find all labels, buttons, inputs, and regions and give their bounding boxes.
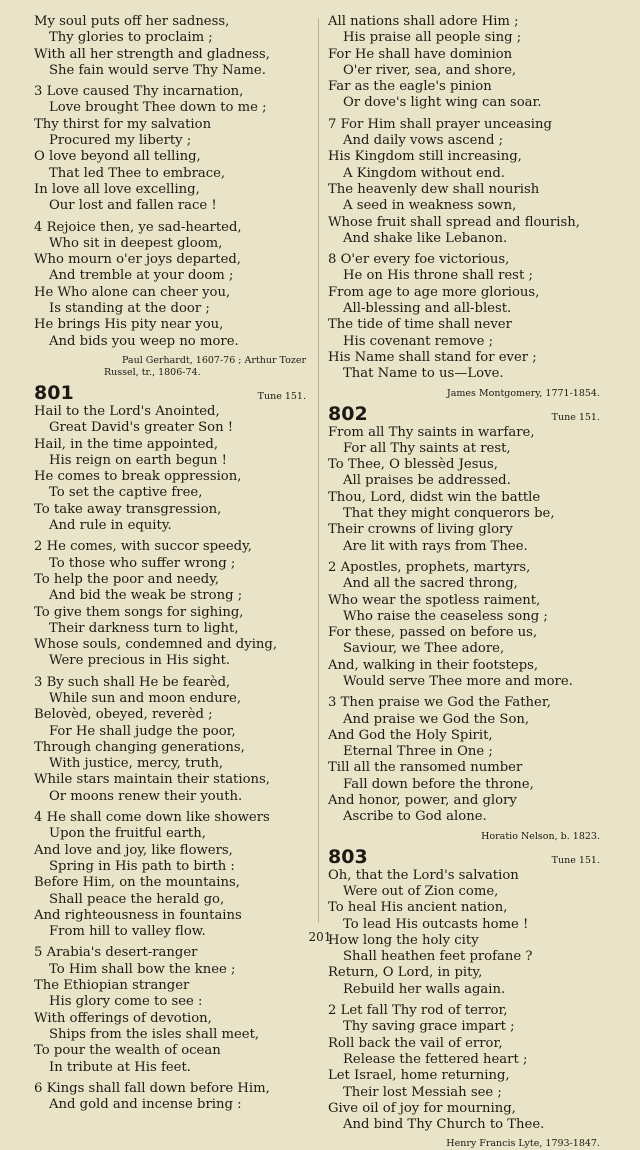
verse-line: Far as the eagle's pinion: [328, 79, 492, 95]
verse-line: Procured my liberty ;: [49, 133, 192, 149]
verse-line: Who mourn o'er joys departed,: [34, 252, 242, 268]
verse-line: Were precious in His sight.: [49, 653, 231, 669]
verse-line: In tribute at His feet.: [49, 1059, 191, 1075]
verse-line: Whose fruit shall spread and flourish,: [328, 214, 580, 230]
verse-line: His covenant remove ;: [343, 333, 494, 349]
attribution-cont: Russel, tr., 1806-74.: [104, 366, 201, 378]
stanza: [34, 404, 306, 534]
hymn-number: 802: [328, 402, 368, 425]
verse-line: To heal His ancient nation,: [328, 900, 508, 916]
verse-line: To pour the wealth of ocean: [34, 1043, 221, 1059]
verse-line: Are lit with rays from Thee.: [343, 538, 528, 554]
verse-line: Oh, that the Lord's salvation: [328, 867, 519, 883]
verse-line: Who wear the spotless raiment,: [328, 592, 541, 608]
tune-reference: Tune 151.: [551, 854, 600, 866]
hymn-801-header: [34, 383, 306, 403]
prev-hymn-tail: [34, 14, 306, 350]
attribution: Henry Francis Lyte, 1793-1847.: [446, 1138, 600, 1150]
verse-line: Shall peace the herald go,: [49, 891, 225, 907]
stanza: [328, 14, 600, 112]
hymn-802-header: [328, 404, 600, 424]
hymn-802-text: [328, 425, 600, 826]
verse-line: Let Israel, home returning,: [328, 1068, 510, 1084]
verse-line: Eternal Three in One ;: [343, 744, 493, 760]
hymn-801-continued: [328, 14, 600, 383]
verse-line: For He shall judge the poor,: [49, 723, 236, 739]
hymn-803-text: [328, 868, 600, 1134]
verse-line: And God the Holy Spirit,: [328, 727, 493, 743]
verse-line: That led Thee to embrace,: [49, 165, 226, 181]
verse-line: While stars maintain their stations,: [34, 772, 270, 788]
stanza: [328, 252, 600, 382]
verse-line: And bids you weep no more.: [49, 333, 239, 349]
verse-line: Before Him, on the mountains,: [34, 875, 240, 891]
verse-line: Our lost and fallen race !: [49, 198, 217, 214]
hymn-803-header: [328, 847, 600, 867]
hymn-number: 803: [328, 845, 368, 868]
verse-line: Whose souls, condemned and dying,: [34, 637, 278, 653]
tune-reference: Tune 151.: [257, 390, 306, 402]
hymn-number: 801: [34, 381, 74, 404]
verse-line: Shall heathen feet profane ?: [343, 949, 533, 965]
verse-line: Is standing at the door ;: [49, 301, 210, 317]
verse-line: And righteousness in fountains: [34, 907, 242, 923]
verse-line: Upon the fruitful earth,: [49, 826, 206, 842]
verse-line: 8 O'er every foe victorious,: [328, 252, 510, 268]
verse-line: And rule in equity.: [49, 518, 172, 534]
verse-line: The heavenly dew shall nourish: [328, 181, 540, 197]
verse-line: His Kingdom still increasing,: [328, 149, 522, 165]
verse-line: And tremble at your doom ;: [49, 268, 234, 284]
stanza: [34, 675, 306, 805]
verse-line: Rebuild her walls again.: [343, 981, 506, 997]
verse-line: And shake like Lebanon.: [343, 230, 508, 246]
verse-line: For He shall have dominion: [328, 46, 513, 62]
verse-line: He Who alone can cheer you,: [34, 284, 231, 300]
verse-line: To set the captive free,: [49, 485, 203, 501]
stanza: [328, 117, 600, 247]
verse-line: 2 He comes, with succor speedy,: [34, 539, 252, 555]
verse-line: 7 For Him shall prayer unceasing: [328, 116, 552, 132]
verse-line: Release the fettered heart ;: [343, 1051, 528, 1067]
stanza: [328, 1003, 600, 1133]
verse-line: 4 Rejoice then, ye sad-hearted,: [34, 219, 242, 235]
attribution: Horatio Nelson, b. 1823.: [481, 830, 600, 842]
verse-line: O love beyond all telling,: [34, 149, 201, 165]
verse-line: My soul puts off her sadness,: [34, 14, 230, 29]
page-number: 201: [308, 930, 332, 944]
verse-line: Roll back the vail of error,: [328, 1035, 503, 1051]
verse-line: 4 He shall come down like showers: [34, 810, 270, 826]
verse-line: The tide of time shall never: [328, 317, 512, 333]
verse-line: Their lost Messiah see ;: [343, 1084, 502, 1100]
verse-line: Love brought Thee down to me ;: [49, 100, 267, 116]
verse-line: Thy saving grace impart ;: [343, 1019, 515, 1035]
verse-line: To lead His outcasts home !: [343, 916, 529, 932]
verse-line: He on His throne shall rest ;: [343, 268, 533, 284]
verse-line: 3 Then praise we God the Father,: [328, 695, 551, 711]
stanza: [34, 810, 306, 940]
verse-line: Belovèd, obeyed, reverèd ;: [34, 707, 213, 723]
verse-line: To those who suffer wrong ;: [49, 555, 236, 571]
verse-line: Or dove's light wing can soar.: [343, 95, 542, 111]
verse-line: 3 By such shall He be fearèd,: [34, 674, 231, 690]
verse-line: His praise all people sing ;: [343, 30, 522, 46]
verse-line: A Kingdom without end.: [343, 165, 505, 181]
verse-line: All nations shall adore Him ;: [328, 14, 519, 29]
verse-line: The Ethiopian stranger: [34, 978, 190, 994]
verse-line: Their crowns of living glory: [328, 522, 513, 538]
verse-line: Great David's greater Son !: [49, 420, 234, 436]
verse-line: His Name shall stand for ever ;: [328, 349, 537, 365]
attribution: James Montgomery, 1771-1854.: [446, 387, 600, 399]
stanza: [34, 1081, 306, 1114]
verse-line: To Him shall bow the knee ;: [49, 961, 236, 977]
verse-line: Till all the ransomed number: [328, 760, 523, 776]
verse-line: In love all love excelling,: [34, 181, 200, 197]
verse-line: And daily vows ascend ;: [343, 133, 504, 149]
verse-line: Fall down before the throne,: [343, 776, 534, 792]
verse-line: Who sit in deepest gloom,: [49, 235, 223, 251]
verse-line: With offerings of devotion,: [34, 1010, 212, 1026]
verse-line: All-blessing and all-blest.: [343, 301, 512, 317]
verse-line: From hill to valley flow.: [49, 924, 206, 940]
verse-line: With all her strength and gladness,: [34, 46, 270, 62]
attribution: Paul Gerhardt, 1607-76 ; Arthur Tozer: [121, 354, 306, 366]
verse-line: All praises be addressed.: [343, 473, 511, 489]
verse-line: And bind Thy Church to Thee.: [343, 1117, 545, 1133]
verse-line: While sun and moon endure,: [49, 690, 242, 706]
verse-line: And honor, power, and glory: [328, 793, 517, 809]
stanza: [328, 425, 600, 555]
verse-line: His reign on earth begun !: [49, 452, 227, 468]
verse-line: Spring in His path to birth :: [49, 858, 235, 874]
stanza: [328, 560, 600, 690]
verse-line: His glory come to see :: [49, 994, 203, 1010]
verse-line: Would serve Thee more and more.: [343, 673, 573, 689]
verse-line: With justice, mercy, truth,: [49, 756, 224, 772]
verse-line: 2 Let fall Thy rod of terror,: [328, 1003, 508, 1019]
verse-line: Who raise the ceaseless song ;: [343, 608, 548, 624]
verse-line: He comes to break oppression,: [34, 469, 242, 485]
verse-line: 5 Arabia's desert-ranger: [34, 945, 198, 961]
hymn-801-text: [34, 404, 306, 1113]
verse-line: Ascribe to God alone.: [343, 809, 487, 825]
verse-line: And, walking in their footsteps,: [328, 657, 539, 673]
stanza: [34, 14, 306, 79]
verse-line: Give oil of joy for mourning,: [328, 1100, 516, 1116]
verse-line: And praise we God the Son,: [343, 711, 530, 727]
stanza: [34, 220, 306, 350]
verse-line: To give them songs for sighing,: [34, 604, 244, 620]
stanza: [34, 84, 306, 214]
verse-line: To take away transgression,: [34, 501, 222, 517]
verse-line: She fain would serve Thy Name.: [49, 62, 266, 78]
verse-line: How long the holy city: [328, 932, 479, 948]
verse-line: 3 Love caused Thy incarnation,: [34, 84, 244, 100]
verse-line: Ships from the isles shall meet,: [49, 1026, 260, 1042]
verse-line: Hail, in the time appointed,: [34, 436, 219, 452]
verse-line: And gold and incense bring :: [49, 1097, 242, 1113]
tune-reference: Tune 151.: [551, 411, 600, 423]
stanza: [34, 945, 306, 1075]
verse-line: 6 Kings shall fall down before Him,: [34, 1080, 270, 1096]
verse-line: He brings His pity near you,: [34, 317, 224, 333]
verse-line: For all Thy saints at rest,: [343, 440, 511, 456]
verse-line: That Name to us—Love.: [343, 366, 504, 382]
verse-line: Return, O Lord, in pity,: [328, 965, 483, 981]
column-divider: [318, 18, 319, 923]
verse-line: Hail to the Lord's Anointed,: [34, 403, 220, 419]
verse-line: Thy thirst for my salvation: [34, 116, 212, 132]
verse-line: O'er river, sea, and shore,: [343, 62, 517, 78]
verse-line: Their darkness turn to light,: [49, 620, 239, 636]
verse-line: For these, passed on before us,: [328, 625, 538, 641]
verse-line: And bid the weak be strong ;: [49, 588, 243, 604]
left-column: [34, 14, 306, 1118]
verse-line: Were out of Zion come,: [343, 883, 499, 899]
verse-line: Thy glories to proclaim ;: [49, 30, 213, 46]
verse-line: Or moons renew their youth.: [49, 788, 243, 804]
verse-line: To help the poor and needy,: [34, 571, 220, 587]
verse-line: Saviour, we Thee adore,: [343, 641, 505, 657]
verse-line: And all the sacred throng,: [343, 576, 518, 592]
right-column: [328, 14, 600, 1150]
verse-line: That they might conquerors be,: [343, 506, 555, 522]
verse-line: A seed in weakness sown,: [343, 198, 517, 214]
stanza: [328, 695, 600, 825]
verse-line: From all Thy saints in warfare,: [328, 424, 535, 440]
verse-line: From age to age more glorious,: [328, 284, 540, 300]
stanza: [34, 539, 306, 669]
verse-line: Thou, Lord, didst win the battle: [328, 489, 541, 505]
verse-line: And love and joy, like flowers,: [34, 842, 233, 858]
verse-line: Through changing generations,: [34, 739, 245, 755]
verse-line: To Thee, O blessèd Jesus,: [328, 457, 498, 473]
verse-line: 2 Apostles, prophets, martyrs,: [328, 559, 531, 575]
